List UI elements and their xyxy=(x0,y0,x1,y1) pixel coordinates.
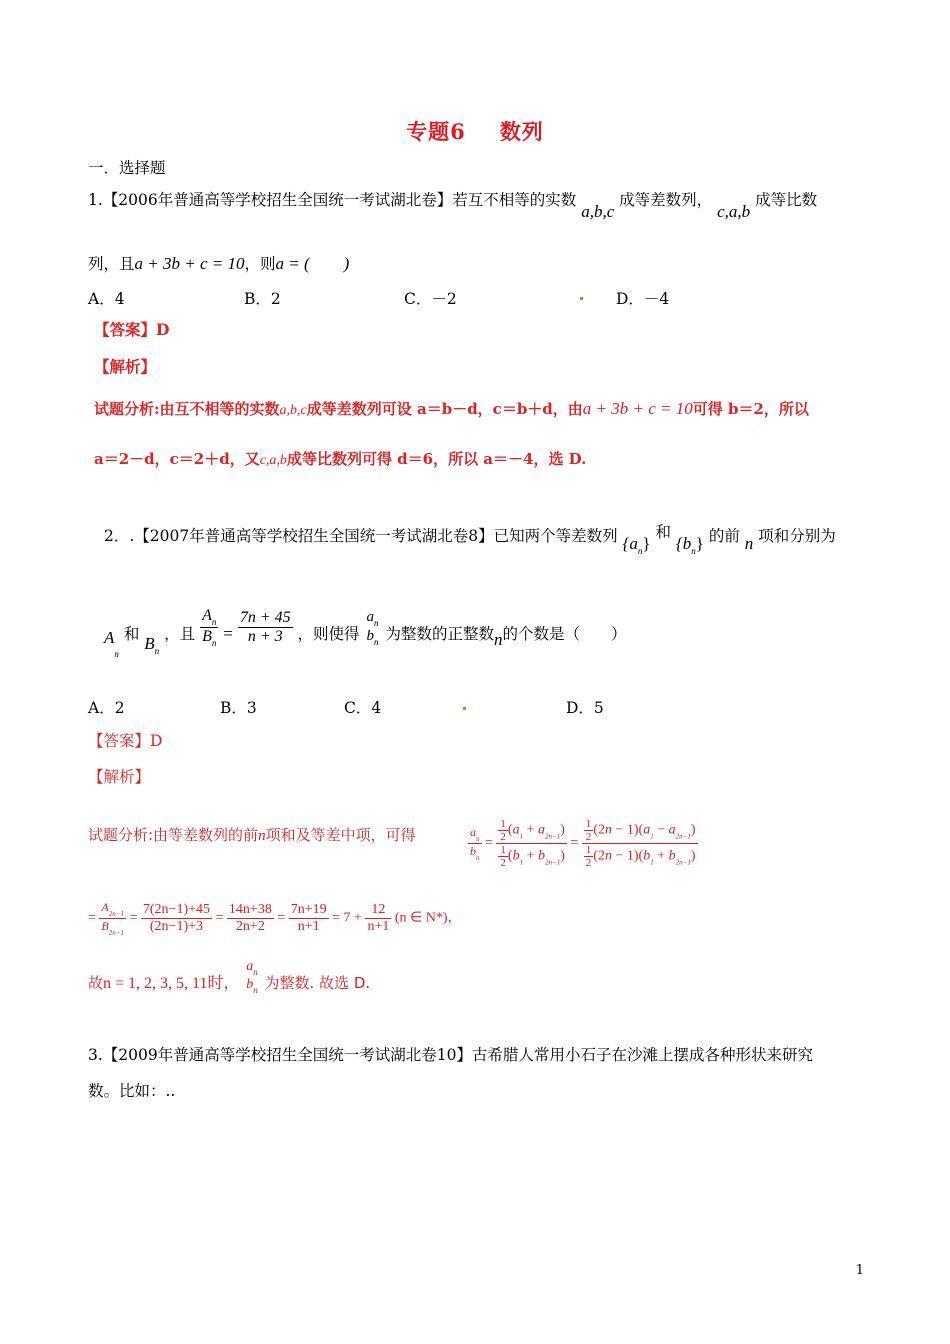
q2-an-l3-a: 故 xyxy=(88,974,104,992)
q2-an-l1: 试题分析:由等差数列的前 xyxy=(88,826,259,844)
q2-line2: $A_n$ 和 $B_n$ ，且 $\frac{A_n}{B_n}$ = $\frac{7n + 45}{n + 3}$ ，则使得 $a_n$ $b_n$ 为整数的正整数n的个数是（ ） xyxy=(104,606,627,659)
q1-analysis-line1 xyxy=(94,398,809,419)
page-number: 1 xyxy=(855,1263,864,1278)
q1-an-l2-b: 成等比数列可得 d＝6，所以 a＝－4，选 D. xyxy=(286,450,587,468)
q2-an-l2-c: 14n+38 xyxy=(228,902,272,917)
q2-and: 和 xyxy=(655,523,671,541)
q3-line1: 3.【2009年普通高等学校招生全国统一考试湖北卷10】古希腊人常用小石子在沙滩上摆成各种形状来研究 xyxy=(88,1046,813,1064)
q2-n: n xyxy=(744,534,754,553)
q1-an-l1-c: 可得 b＝2，所以 xyxy=(692,400,809,418)
q2-an-l2-d: 2n+2 xyxy=(227,918,274,935)
q2-an-l1-b: 项和及等差中项，可得 xyxy=(265,826,416,844)
q2-frac-num: 7n + 45 xyxy=(239,608,291,626)
q2-analysis-line3 xyxy=(88,958,371,995)
q1-an-l1-eq: a + 3b + c = 10 xyxy=(582,399,693,418)
q1-tail: 成等比数 xyxy=(755,191,818,209)
q1-vars2: c,a,b xyxy=(717,202,751,221)
q1-an-l1-b: 成等差数列可设 a＝b－d，c＝b＋d，由 xyxy=(306,400,583,418)
q1-option-b: B．2 xyxy=(244,290,281,308)
q1-an-l2-vars: c,a,b xyxy=(259,453,287,468)
q2-an-l2-e: 7n+19 xyxy=(290,902,327,917)
q2-l2-end: 为整数的正整数 xyxy=(385,625,494,643)
q2-frac-den: n + 3 xyxy=(238,627,293,646)
q2-seq-a-text: {a xyxy=(622,534,638,553)
q1-ask: a = ( ) xyxy=(275,254,350,273)
q2-l2-and: 和 xyxy=(123,625,140,643)
q2-an-l3-c: 为整数. 故选 D. xyxy=(264,974,371,992)
q2-option-c: C．4 xyxy=(344,699,382,717)
q2-an-l2-b: (2n−1)+3 xyxy=(141,918,212,935)
q2-option-d: D．5 xyxy=(566,699,604,717)
q2-A: A xyxy=(104,628,115,647)
q2-l2-tail: 的个数是（ ） xyxy=(502,625,627,643)
page-title xyxy=(0,116,950,146)
q2-l2-mid: ，则使得 xyxy=(297,625,360,643)
q2-head: 2．.【2007年普通高等学校招生全国统一考试湖北卷8】已知两个等差数列 xyxy=(104,527,618,545)
q2-analysis-line1 xyxy=(88,824,416,845)
q1-analysis-line2 xyxy=(94,448,586,469)
section-heading: 一．选择题 xyxy=(88,159,166,177)
stray-dot xyxy=(580,297,583,300)
q1-line1 xyxy=(88,188,818,221)
q2-an-l2-g: 7 + xyxy=(343,910,362,926)
q2-seq-a: $\{a_n\}$ xyxy=(622,534,651,556)
q1-answer: 【答案】D xyxy=(94,320,170,339)
q1-source: 1.【2006年普通高等学校招生全国统一考试湖北卷】若互不相等的实数 xyxy=(88,191,577,209)
q2-line1 xyxy=(104,523,836,556)
q2-option-a: A．2 xyxy=(88,699,125,717)
q2-Bn: $B_n$ xyxy=(144,634,160,656)
q2-tail: 项和分别为 xyxy=(758,527,836,545)
stray-dot xyxy=(463,707,466,710)
q3-line2: 数。比如：.. xyxy=(88,1082,176,1100)
q1-vars1: a,b,c xyxy=(581,202,615,221)
q1-option-c: C．－2 xyxy=(404,290,457,308)
q2-an-l2-f: n+1 xyxy=(289,918,329,935)
q2-an-l2-j: (n ∈ N*) xyxy=(394,910,448,926)
q2-an-l2-h: 12 xyxy=(371,902,386,917)
q2-An: $A_n$ xyxy=(104,628,119,659)
title-part1: 专题6 xyxy=(406,119,466,144)
q2-ratio-rhs xyxy=(238,609,293,646)
q2-analysis-label: 【解析】 xyxy=(88,768,151,786)
q1-option-a: A．4 xyxy=(88,290,125,308)
q2-derivation-2: = $\frac{A_{2n-1}}{B_{2n-1}}$ = $\frac{7(2n-1)+45}{(2n-1)+3}$ = $\frac{14n+38}{2n+2}$ = $\frac{7n+19}{n+1}$ = 7 + $\frac{12}{n+1}$ (n ∈ N*)， xyxy=(88,900,462,937)
q1-line2 xyxy=(88,249,349,274)
q1-option-d: D．－4 xyxy=(616,290,670,308)
q2-front: 的前 xyxy=(708,527,740,545)
q1-mid: 成等差数列， xyxy=(619,191,713,209)
q1-an-l2-a: a＝2－d，c＝2＋d，又 xyxy=(94,450,260,468)
title-part2: 数列 xyxy=(499,119,544,144)
q2-ratio-lhs: $\frac{A_n}{B_n}$ xyxy=(202,606,217,648)
q2-seq-b-text: {b xyxy=(675,534,692,553)
q2-B: B xyxy=(144,634,155,653)
q2-option-b: B．3 xyxy=(220,699,257,717)
q1-an-l1-vars: a,b,c xyxy=(279,403,307,418)
q1-line2-a: 列，且 xyxy=(88,255,135,273)
q1-an-l1-a: 试题分析:由互不相等的实数 xyxy=(94,400,280,418)
q2-seq-b: $\{b_n\}$ xyxy=(675,534,704,556)
q2-an-l1-n: n xyxy=(258,828,266,844)
q2-an-l3-frac: $a_n$ $b_n$ xyxy=(246,958,258,995)
q1-condition: a + 3b + c = 10 xyxy=(134,254,245,273)
q1-analysis-label: 【解析】 xyxy=(94,357,157,376)
q1-line2-b: ，则 xyxy=(244,255,276,273)
q2-answer: 【答案】D xyxy=(88,732,163,750)
q2-derivation-1: $\frac{a_n}{b_n}$ = $\frac{1}{2}$ $(a_1 + a_{2n-1})$ $\frac{1}{2}$ $(b_1 + b_{2n-1})$ = $\frac{1}{2}$ $(2n - 1)(a_1 - a_{2n-1})$ $\frac{1}{2}$ $(2n - 1)(b_1 + b_{2n-1})$ xyxy=(470,818,696,869)
q2-an-l3-b: n = 1, 2, 3, 5, 11时， xyxy=(103,975,240,992)
q2-qie: ，且 xyxy=(164,625,196,643)
q2-an-l2-a: 7(2n−1)+45 xyxy=(142,902,211,917)
q2-an-l2-i: n+1 xyxy=(367,919,390,934)
q2-an-over-bn: $a_n$ $b_n$ xyxy=(366,609,379,647)
